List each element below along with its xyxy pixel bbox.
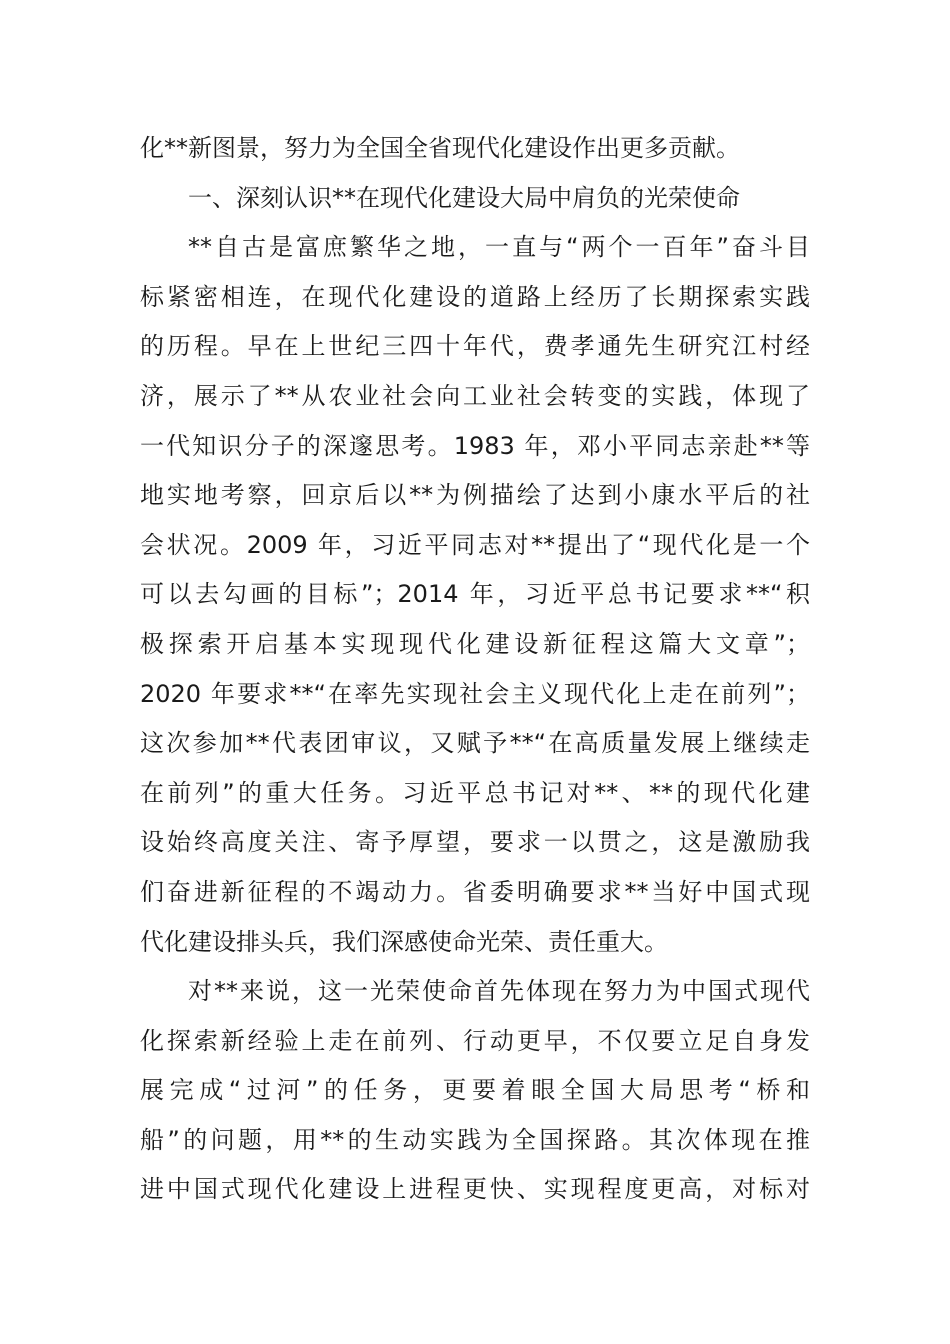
text-line: 设始终高度关注、寄予厚望，要求一以贯之，这是激励我 [140,828,810,857]
text-line: 的历程。早在上世纪三四十年代，费孝通先生研究江村经 [140,332,810,361]
text-line: 们奋进新征程的不竭动力。省委明确要求**当好中国式现 [140,877,810,906]
text-line: 会状况。2009 年，习近平同志对**提出了“现代化是一个 [140,530,810,559]
text-line: 代化建设排头兵，我们深感使命光荣、责任重大。 [140,927,668,956]
text-line: 在前列”的重大任务。习近平总书记对**、**的现代化建 [140,778,810,807]
text-line: 2020 年要求**“在率先实现社会主义现代化上走在前列”； [140,679,810,708]
body-text [140,124,810,1215]
text-line: 这次参加**代表团审议，又赋予**“在高质量发展上继续走 [140,729,810,758]
text-line: **自古是富庶繁华之地，一直与“两个一百年”奋斗目 [188,233,810,262]
text-line: 进中国式现代化建设上进程更快、实现程度更高，对标对 [140,1175,810,1204]
text-line: 船”的问题，用**的生动实践为全国探路。其次体现在推 [140,1125,810,1154]
text-line: 地实地考察，回京后以**为例描绘了达到小康水平后的社 [140,481,810,510]
text-line: 极探索开启基本实现现代化建设新征程这篇大文章”； [140,629,810,658]
text-line: 济，展示了**从农业社会向工业社会转变的实践，体现了 [140,381,810,410]
text-line: 化探索新经验上走在前列、行动更早，不仅要立足自身发 [140,1026,810,1055]
text-line: 对**来说，这一光荣使命首先体现在努力为中国式现代 [188,977,810,1006]
text-line: 一代知识分子的深邃思考。1983 年，邓小平同志亲赴**等 [140,431,810,460]
section-heading: 一、深刻认识**在现代化建设大局中肩负的光荣使命 [188,183,740,212]
text-line: 展完成“过河”的任务，更要着眼全国大局思考“桥和 [140,1076,810,1105]
text-line: 化**新图景，努力为全国全省现代化建设作出更多贡献。 [140,134,740,162]
text-line: 标紧密相连，在现代化建设的道路上经历了长期探索实践 [140,282,810,311]
text-line: 可以去勾画的目标”；2014 年，习近平总书记要求**“积 [140,580,810,609]
